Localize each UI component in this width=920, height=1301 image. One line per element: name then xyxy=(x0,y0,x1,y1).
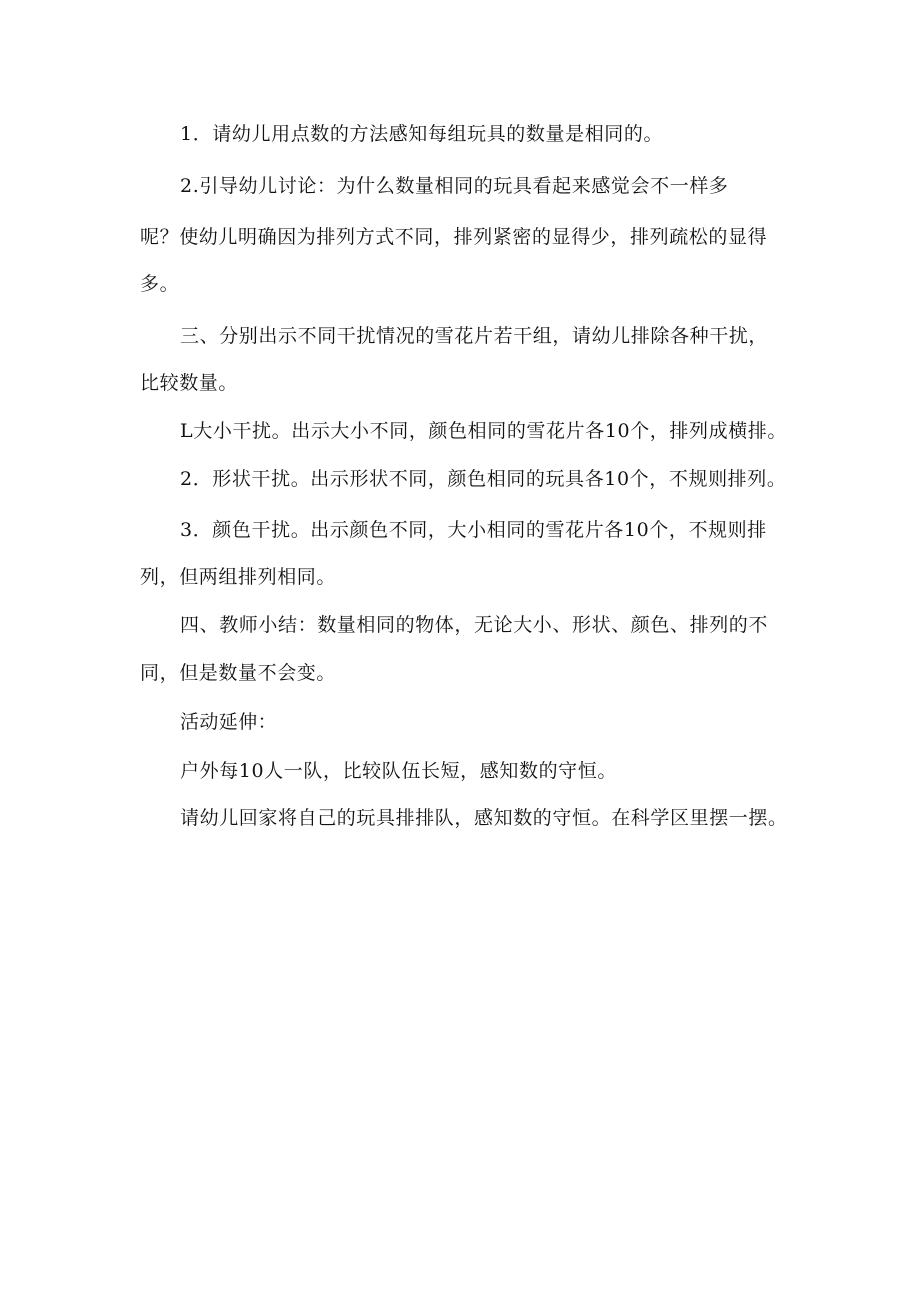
extension-item-2: 请幼儿回家将自己的玩具排排队，感知数的守恒。在科学区里摆一摆。 xyxy=(180,807,788,829)
section-4-line-2: 同，但是数量不会变。 xyxy=(140,662,337,684)
activity-extension-heading: 活动延伸： xyxy=(180,711,278,733)
item-color-interference-line-1: 3．颜色干扰。出示颜色不同，大小相同的雪花片各10个，不规则排 xyxy=(180,519,767,541)
paragraph-2-line-1: 2.引导幼儿讨论：为什么数量相同的玩具看起来感觉会不一样多 xyxy=(180,175,729,197)
paragraph-2-line-2: 呢？使幼儿明确因为排列方式不同，排列紧密的显得少，排列疏松的显得 xyxy=(140,226,768,248)
item-size-interference: L大小干扰。出示大小不同，颜色相同的雪花片各10个，排列成横排。 xyxy=(180,420,787,442)
item-shape-interference: 2．形状干扰。出示形状不同，颜色相同的玩具各10个，不规则排列。 xyxy=(180,468,787,490)
section-3-line-1: 三、分别出示不同干扰情况的雪花片若干组，请幼儿排除各种干扰， xyxy=(180,325,769,347)
paragraph-2-line-3: 多。 xyxy=(140,273,180,295)
section-4-line-1: 四、教师小结：数量相同的物体，无论大小、形状、颜色、排列的不 xyxy=(180,614,769,636)
item-color-interference-line-2: 列，但两组排列相同。 xyxy=(140,566,337,588)
extension-item-1: 户外每10人一队，比较队伍长短，感知数的守恒。 xyxy=(180,760,617,782)
section-3-line-2: 比较数量。 xyxy=(140,372,239,394)
paragraph-1-line: 1．请幼儿用点数的方法感知每组玩具的数量是相同的。 xyxy=(180,123,664,145)
